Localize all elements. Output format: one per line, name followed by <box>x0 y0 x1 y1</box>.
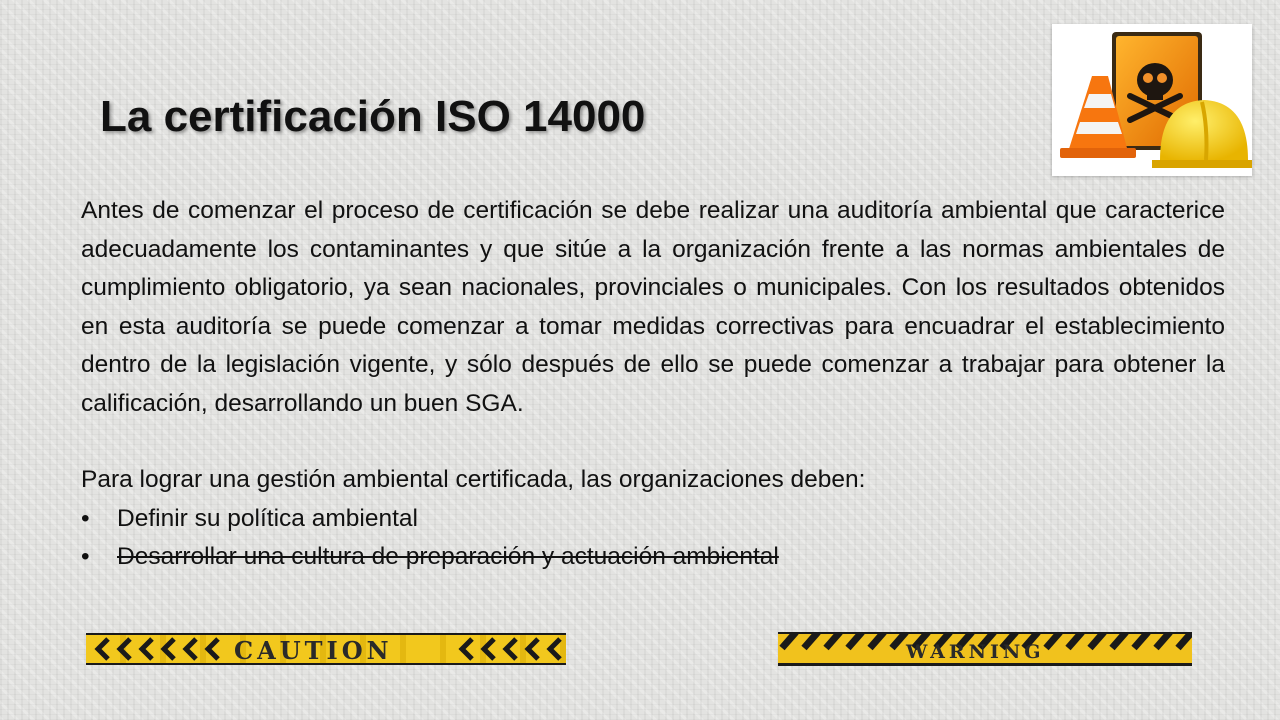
caution-tape <box>86 633 566 665</box>
bullet-text: Definir su política ambiental <box>117 504 418 532</box>
hazard-cone-skull-helmet-icon <box>1052 24 1252 176</box>
bullet-marker: • <box>81 543 90 570</box>
bullet-marker: • <box>81 504 90 532</box>
bullet-list <box>81 500 1225 577</box>
warning-tape <box>778 632 1192 666</box>
list-intro: Para lograr una gestión ambiental certificada, las organizaciones deben: <box>81 466 866 493</box>
warning-label: WARNING <box>906 641 1045 663</box>
bullet-text: Desarrollar una cultura de preparación y actuación ambiental <box>117 543 779 570</box>
body-paragraph: Antes de comenzar el proceso de certificación se debe realizar una auditoría ambiental que caracterice adecuadamente los contaminantes y que sitúe a la organización frente a las normas ambientales de cumplimiento obligatorio, ya sean nacionales, provinciales o municipales. Con los resultados obtenidos en esta auditoría se puede comenzar a tomar medidas correctivas para encuadrar el establecimiento dentro de la legislación vigente, y sólo después de ello se puede comenzar a trabajar para obtener la calificación, desarrollando un buen SGA. <box>81 197 1225 417</box>
slide-body <box>81 192 1225 577</box>
caution-label: CAUTION <box>234 636 393 665</box>
list-item <box>81 538 1225 577</box>
list-item <box>81 500 1225 539</box>
slide-title: La certificación ISO 14000 <box>100 92 646 141</box>
